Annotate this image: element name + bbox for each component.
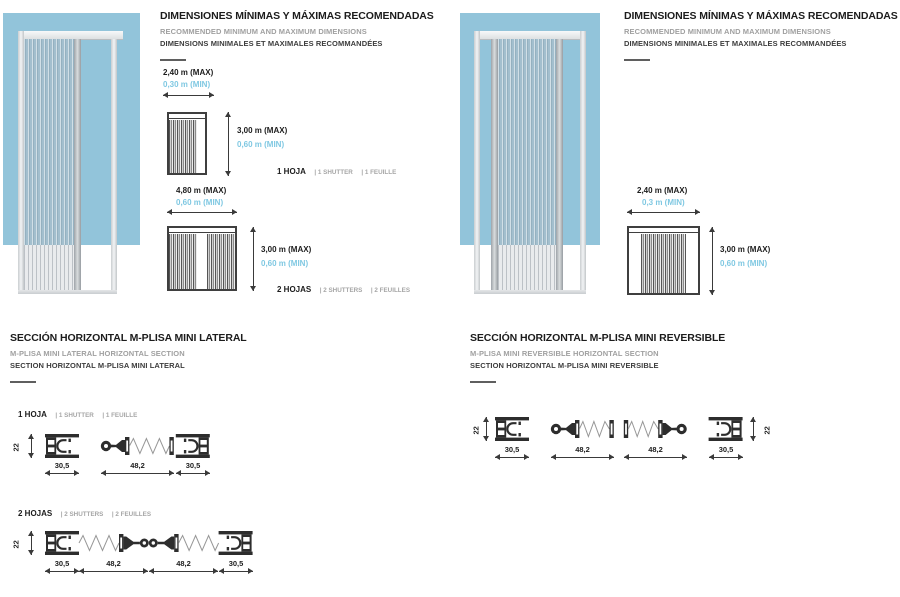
section-heading-reversible <box>470 332 780 383</box>
heading-title: DIMENSIONES MÍNIMAS Y MÁXIMAS RECOMENDADAS <box>624 10 898 22</box>
pleated-mesh-lower <box>498 245 556 290</box>
dim-block <box>709 445 743 458</box>
dim-block <box>495 445 529 458</box>
pleat-stripes <box>169 120 197 173</box>
dim-block <box>219 559 253 572</box>
dim-arrow <box>551 457 614 458</box>
width-max-label: 2,40 m (MAX) <box>637 186 688 195</box>
label-es: 2 HOJAS <box>277 285 312 294</box>
dim-value: 48,2 <box>575 445 590 454</box>
pleated-mesh-lower <box>24 245 74 290</box>
label-es: 2 HOJAS <box>18 509 53 518</box>
divider <box>10 381 36 383</box>
shutter-count-label <box>18 503 151 521</box>
pleated-mesh <box>24 39 74 245</box>
dim-value: 30,5 <box>228 559 244 568</box>
heading-subtitle-en: M-PLISA MINI LATERAL HORIZONTAL SECTION <box>10 349 185 358</box>
dim-block <box>176 461 210 474</box>
panel-body <box>169 234 235 289</box>
cross-section-lateral-1hoja <box>45 434 215 458</box>
pleated-mesh <box>498 39 556 245</box>
height-arrow <box>228 112 229 176</box>
label-fr: | 1 FEUILLE <box>102 412 138 419</box>
height-min-label: 0,60 m (MIN) <box>237 140 285 149</box>
door-handle-bar-right <box>556 39 563 290</box>
width-min-label: 0,30 m (MIN) <box>163 80 211 89</box>
dim-arrow <box>624 457 687 458</box>
dim-block <box>45 559 79 572</box>
height-max-label: 3,00 m (MAX) <box>720 245 771 254</box>
label-en: | 2 SHUTTERS <box>319 287 363 294</box>
door-left-rail <box>474 31 480 292</box>
heading-subtitle-fr: DIMENSIONS MINIMALES ET MAXIMALES RECOMMANDÉES <box>160 39 383 48</box>
width-max-label: 2,40 m (MAX) <box>163 68 214 77</box>
cross-section-lateral-2hojas <box>45 531 255 555</box>
door-illustration-lateral <box>3 13 140 294</box>
profile-height-arrow <box>753 417 754 441</box>
height-max-label: 3,00 m (MAX) <box>261 245 312 254</box>
profile-height-dim: 22 <box>11 443 21 452</box>
heading-title: SECCIÓN HORIZONTAL M-PLISA MINI LATERAL <box>10 332 247 344</box>
shutter-count-label <box>277 161 396 179</box>
label-fr: | 2 FEUILLES <box>370 287 411 294</box>
pleat-stripes <box>169 234 197 289</box>
dim-arrow <box>45 571 79 572</box>
heading-subtitle-fr: SECTION HORIZONTAL M-PLISA MINI LATERAL <box>10 361 185 370</box>
heading-title: DIMENSIONES MÍNIMAS Y MÁXIMAS RECOMENDADAS <box>160 10 434 22</box>
dim-arrow <box>176 473 210 474</box>
dim-arrow <box>219 571 253 572</box>
section-heading-lateral <box>10 332 320 383</box>
profile-height-arrow <box>486 417 487 441</box>
label-en: | 2 SHUTTERS <box>60 511 104 518</box>
cross-section-reversible <box>495 417 745 441</box>
door-right-rail <box>580 31 586 292</box>
panel-icon-1hoja <box>167 112 207 175</box>
door-handle-bar <box>74 39 81 290</box>
width-arrow <box>167 212 237 213</box>
heading-subtitle-en: RECOMMENDED MINIMUM AND MAXIMUM DIMENSIONS <box>160 27 367 36</box>
height-max-label: 3,00 m (MAX) <box>237 126 288 135</box>
dim-block <box>101 461 174 474</box>
width-max-label: 4,80 m (MAX) <box>176 186 227 195</box>
panel-track <box>169 228 235 233</box>
dim-value: 30,5 <box>718 445 734 454</box>
profile-height-dim-right: 22 <box>762 426 772 435</box>
dim-block <box>149 559 218 572</box>
door-sill <box>474 290 586 294</box>
dim-arrow <box>149 571 218 572</box>
panel-track <box>629 228 698 233</box>
profile-height-arrow <box>31 531 32 555</box>
dim-value: 30,5 <box>54 461 70 470</box>
dim-arrow <box>101 473 174 474</box>
profile-height-dim-left: 22 <box>471 426 481 435</box>
panel-icon-reversible <box>627 226 700 295</box>
divider <box>624 59 650 61</box>
pleat-stripes <box>641 234 685 293</box>
panel-body <box>169 120 205 173</box>
profile-height-arrow <box>31 434 32 458</box>
dim-value: 30,5 <box>54 559 70 568</box>
label-fr: | 2 FEUILLES <box>111 511 152 518</box>
heading-subtitle-en: RECOMMENDED MINIMUM AND MAXIMUM DIMENSIONS <box>624 27 831 36</box>
shutter-count-label <box>18 404 137 422</box>
divider <box>470 381 496 383</box>
dims-heading-left <box>160 10 470 61</box>
pleat-stripes <box>207 234 235 289</box>
heading-title: SECCIÓN HORIZONTAL M-PLISA MINI REVERSIBLE <box>470 332 726 344</box>
dim-value: 48,2 <box>130 461 145 470</box>
panel-track <box>169 114 205 119</box>
door-right-rail <box>111 39 117 292</box>
label-fr: | 1 FEUILLE <box>361 169 397 176</box>
heading-subtitle-en: M-PLISA MINI REVERSIBLE HORIZONTAL SECTION <box>470 349 659 358</box>
height-min-label: 0,60 m (MIN) <box>261 259 309 268</box>
label-es: 1 HOJA <box>18 410 47 419</box>
dim-block <box>45 461 79 474</box>
dim-value: 30,5 <box>504 445 520 454</box>
door-illustration-reversible <box>460 13 600 294</box>
dim-block <box>624 445 687 458</box>
height-min-label: 0,60 m (MIN) <box>720 259 768 268</box>
dim-value: 30,5 <box>185 461 201 470</box>
panel-body <box>629 234 698 293</box>
dim-block <box>79 559 148 572</box>
profile-height-dim: 22 <box>11 540 21 549</box>
divider <box>160 59 186 61</box>
door-sill <box>18 290 117 294</box>
dim-arrow <box>495 457 529 458</box>
dim-block <box>551 445 614 458</box>
dims-heading-right <box>624 10 900 61</box>
label-en: | 1 SHUTTER <box>314 169 353 176</box>
heading-subtitle-fr: SECTION HORIZONTAL M-PLISA MINI REVERSIBLE <box>470 361 659 370</box>
label-es: 1 HOJA <box>277 167 306 176</box>
panel-icon-2hojas <box>167 226 237 291</box>
shutter-count-label <box>277 279 410 297</box>
width-min-label: 0,3 m (MIN) <box>642 198 685 207</box>
height-arrow <box>253 227 254 291</box>
dim-arrow <box>79 571 148 572</box>
width-arrow <box>627 212 700 213</box>
door-handle-bar-left <box>491 39 498 290</box>
dim-value: 48,2 <box>176 559 191 568</box>
label-en: | 1 SHUTTER <box>55 412 94 419</box>
dim-arrow <box>709 457 743 458</box>
width-min-label: 0,60 m (MIN) <box>176 198 224 207</box>
height-arrow <box>712 227 713 295</box>
heading-subtitle-fr: DIMENSIONS MINIMALES ET MAXIMALES RECOMMANDÉES <box>624 39 847 48</box>
dim-value: 48,2 <box>106 559 121 568</box>
dim-value: 48,2 <box>648 445 663 454</box>
dim-arrow <box>45 473 79 474</box>
width-arrow <box>163 95 214 96</box>
